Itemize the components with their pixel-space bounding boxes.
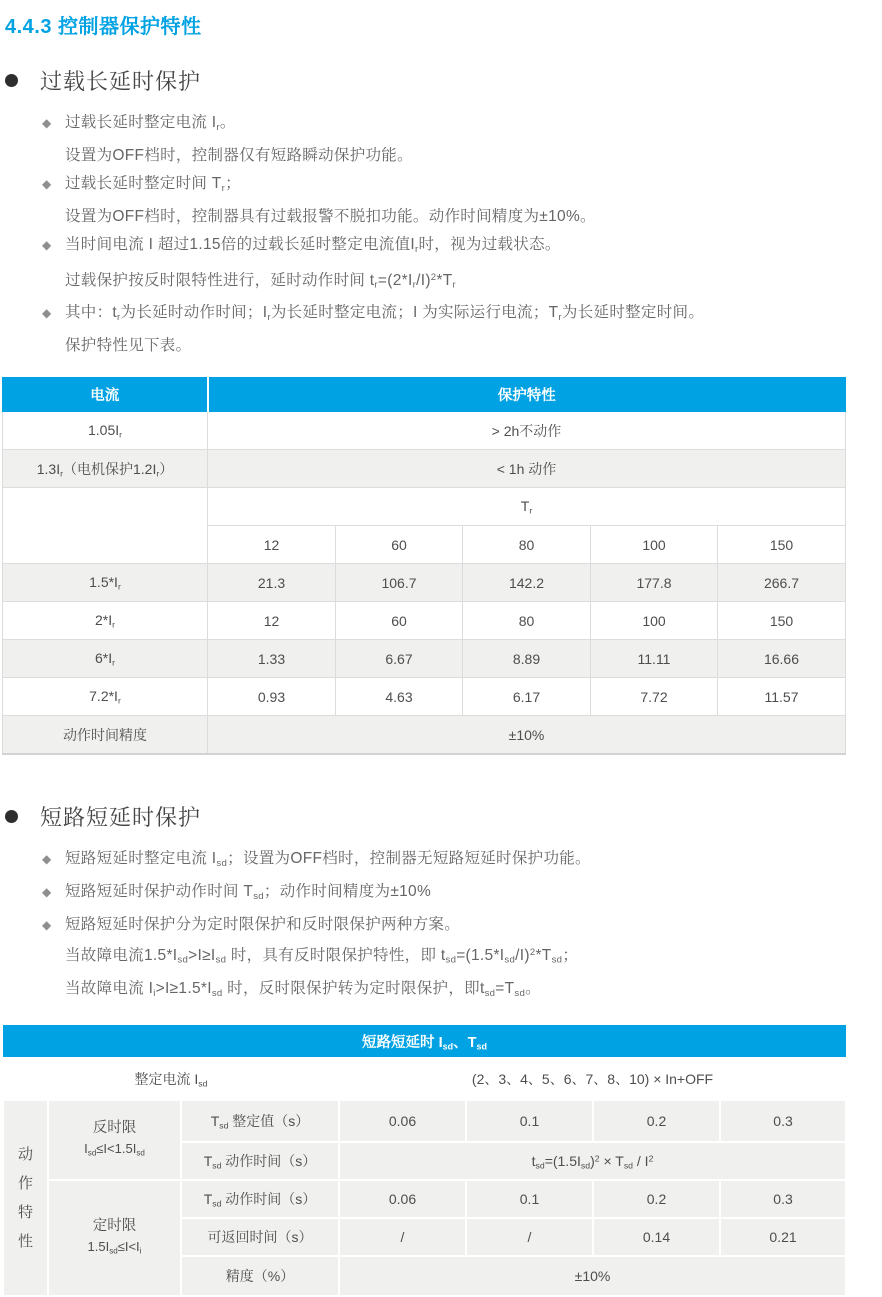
- formula-cell: $t_{sd}=(1.5I_{sd})^2 \times T_{sd} / I^2$: [339, 1142, 846, 1180]
- cell: 100: [591, 602, 718, 640]
- row-label: $1.05I_r$: [3, 412, 208, 450]
- cell: 8.89: [463, 640, 591, 678]
- diamond-icon: ◆: [42, 237, 52, 252]
- cell: 0.93: [208, 678, 336, 716]
- cell: /: [466, 1218, 593, 1256]
- cell: /: [339, 1218, 466, 1256]
- cell: 0.2: [593, 1180, 720, 1218]
- row-label: $T_{sd}$ 整定值（s）: [181, 1100, 339, 1142]
- cell: 0.21: [720, 1218, 846, 1256]
- table-row: [3, 488, 846, 526]
- section-overload-title: 过载长延时保护: [40, 69, 202, 94]
- cell: 80: [463, 602, 591, 640]
- cell: 0.06: [339, 1100, 466, 1142]
- cell: 11.57: [718, 678, 846, 716]
- diamond-icon: ◆: [42, 852, 52, 867]
- section-short-title: 短路短延时保护: [40, 805, 202, 831]
- section-bullet-icon: [5, 74, 18, 87]
- cell: 106.7: [336, 564, 463, 602]
- row-label: 可返回时间（s）: [181, 1218, 339, 1256]
- cell: 142.2: [463, 564, 591, 602]
- cell: 177.8: [591, 564, 718, 602]
- cell: 0.1: [466, 1100, 593, 1142]
- row-label: $2*I_r$: [3, 602, 208, 640]
- table-title-row: [3, 1025, 846, 1058]
- row-value: < 1h 动作: [208, 450, 846, 488]
- definite-time-group: [48, 1180, 181, 1296]
- empty-cell: [3, 488, 208, 564]
- table-row: [3, 412, 846, 450]
- cell: 4.63: [336, 678, 463, 716]
- table-row: [3, 678, 846, 716]
- overload-protection-table: [2, 377, 846, 755]
- row-label: $1.3I_r$（电机保护$1.2I_r$）: [3, 450, 208, 488]
- row-label: 精度（%）: [181, 1256, 339, 1296]
- bullet-line: 设置为OFF档时，控制器仅有短路瞬动保护功能。: [65, 146, 413, 164]
- action-characteristic-label: 动作特性: [3, 1100, 48, 1296]
- bullet-item: [0, 911, 882, 1008]
- diamond-icon: ◆: [42, 885, 52, 900]
- row-label: $6*I_r$: [3, 640, 208, 678]
- bullet-line: 保护特性见下表。: [65, 337, 192, 355]
- header-cell-current: 电流: [3, 378, 208, 412]
- table-title: 短路短延时 $I_{sd}$、$T_{sd}$: [3, 1025, 846, 1058]
- cell: 21.3: [208, 564, 336, 602]
- section-short-header: [5, 801, 882, 832]
- table-row: [3, 716, 846, 755]
- cell: 11.11: [591, 640, 718, 678]
- table-header-row: [3, 378, 846, 412]
- bullet-item: [0, 878, 882, 911]
- group-range: $I_{sd}\le I<1.5I_{sd}$: [84, 1141, 145, 1158]
- bullet-item: [0, 845, 882, 878]
- cell: 7.72: [591, 678, 718, 716]
- cell: 0.1: [466, 1180, 593, 1218]
- bullet-line: 过载长延时整定时间 $T_r$；: [65, 174, 241, 194]
- diamond-icon: ◆: [42, 176, 52, 191]
- bullet-line: 当故障电流$1.5*I_{sd}>I\ge I_{sd}$ 时，具有反时限保护特性，即 $t_{sd}=(1.5*I_{sd}/I)^2*T_{sd}$；: [65, 946, 579, 966]
- table-row: [3, 1100, 846, 1142]
- cell: 16.66: [718, 640, 846, 678]
- cell: 6.67: [336, 640, 463, 678]
- short-delay-table: [2, 1025, 847, 1297]
- section-overload-header: [5, 65, 882, 96]
- setting-label: 整定电流 $I_{sd}$: [3, 1058, 339, 1100]
- cell: 1.33: [208, 640, 336, 678]
- tr-value-cell: 100: [591, 526, 718, 564]
- cell: 12: [208, 602, 336, 640]
- bullet-item: [0, 170, 882, 231]
- row-label: $7.2*I_r$: [3, 678, 208, 716]
- row-label: $T_{sd}$ 动作时间（s）: [181, 1142, 339, 1180]
- bullet-line: 当时间电流 I 超过1.15倍的过载长延时整定电流值$I_r$时，视为过载状态。: [65, 235, 561, 255]
- table-row: [3, 602, 846, 640]
- table-row: [3, 564, 846, 602]
- group-name: 反时限: [92, 1120, 137, 1137]
- group-range: $1.5I_{sd}\le I<I_i$: [87, 1239, 142, 1256]
- diamond-icon: ◆: [42, 306, 52, 321]
- bullet-line: 设置为OFF档时，控制器具有过载报警不脱扣功能。动作时间精度为±10%。: [65, 207, 596, 225]
- header-cell-protection: 保护特性: [208, 378, 846, 412]
- row-value: ±10%: [208, 716, 846, 755]
- tr-value-cell: 60: [336, 526, 463, 564]
- row-label: 动作时间精度: [3, 716, 208, 755]
- page-title: 4.4.3 控制器保护特性: [5, 16, 202, 38]
- tr-span-cell: $T_r$: [208, 488, 846, 526]
- section-bullet-icon: [5, 810, 18, 823]
- tr-value-cell: 80: [463, 526, 591, 564]
- section-short-bullets: [0, 845, 882, 1007]
- bullet-line: 当故障电流 $I_i>I\ge 1.5*I_{sd}$ 时，反时限保护转为定时限保护，即$t_{sd}=T_{sd}$。: [65, 979, 541, 999]
- bullet-item: [0, 299, 882, 360]
- setting-value: (2、3、4、5、6、7、8、10) × In+OFF: [339, 1058, 846, 1100]
- inverse-time-group: [48, 1100, 181, 1180]
- bullet-item: [0, 231, 882, 300]
- bullet-item: [0, 109, 882, 170]
- row-label: $T_{sd}$ 动作时间（s）: [181, 1180, 339, 1218]
- tr-value-cell: 150: [718, 526, 846, 564]
- bullet-line: 其中：$t_r$为长延时动作时间；$I_r$为长延时整定电流；I 为实际运行电流；$T_r$为长延时整定时间。: [65, 304, 705, 324]
- cell: 0.3: [720, 1180, 846, 1218]
- table-row: [3, 1180, 846, 1218]
- cell: 6.17: [463, 678, 591, 716]
- table-row: [3, 640, 846, 678]
- bullet-line: 短路短延时保护分为定时限保护和反时限保护两种方案。: [65, 915, 461, 933]
- bullet-line: 短路短延时保护动作时间 $T_{sd}$；动作时间精度为±10%: [65, 883, 432, 902]
- cell: 0.2: [593, 1100, 720, 1142]
- cell: 150: [718, 602, 846, 640]
- cell: 0.3: [720, 1100, 846, 1142]
- diamond-icon: ◆: [42, 917, 52, 932]
- row-label: $1.5*I_r$: [3, 564, 208, 602]
- cell: 0.06: [339, 1180, 466, 1218]
- setting-current-row: [3, 1058, 846, 1100]
- cell: 266.7: [718, 564, 846, 602]
- row-value: > 2h不动作: [208, 412, 846, 450]
- bullet-line: 短路短延时整定电流 $I_{sd}$；设置为OFF档时，控制器无短路短延时保护功能。: [65, 850, 591, 870]
- tr-value-cell: 12: [208, 526, 336, 564]
- group-name: 定时限: [92, 1218, 137, 1235]
- bullet-line: 过载保护按反时限特性进行，延时动作时间 $t_r=(2*I_r/I)^2*T_r$: [65, 271, 457, 291]
- diamond-icon: ◆: [42, 116, 52, 130]
- bullet-line: 过载长延时整定电流 $I_r$。: [65, 114, 236, 133]
- section-overload-bullets: [0, 109, 882, 360]
- row-value: ±10%: [339, 1256, 846, 1296]
- cell: 60: [336, 602, 463, 640]
- table-row: [3, 450, 846, 488]
- cell: 0.14: [593, 1218, 720, 1256]
